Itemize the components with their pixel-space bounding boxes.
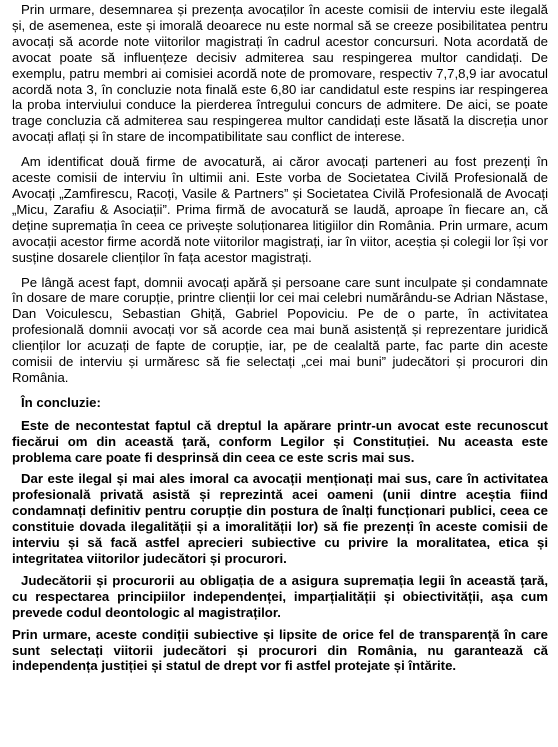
conclusion-paragraph-2: Dar este ilegal și mai ales imoral ca avocații menționați mai sus, care în activitatea profesională privată asistă și reprezintă acei oameni (unii dintre aceștia fiind condamnați definitiv pentru corupție din postura de înalți funcționari publici, ceea ce constituie dovada ilegalității și a imoralității lor) să fie prezenți în aceste comisii de interviu și să facă astfel aprecieri subiective cu privire la moralitatea, etica și integritatea viitorilor judecători și procurori. — [12, 471, 548, 566]
body-paragraph-2: Am identificat două firme de avocatură, ai căror avocați parteneri au fost prezenți în aceste comisii de interviu în ultimii ani. Este vorba de Societatea Civilă Profesională de Avocați „Zamfirescu, Racoți, Vasile & Partners” și Societatea Civilă Profesională de Avocați „Micu, Zarafiu & Asociații”. Prima firmă de avocatură se laudă, aproape în fiecare an, că deține supremația în ceea ce privește soluționarea litigiilor din România. Prin urmare, acum avocații acestor firme acordă note viitorilor magistrați, iar în viitor, aceștia și colegii lor își vor susține dosarele clienților în fața acestor magistrați. — [12, 154, 548, 265]
body-paragraph-1: Prin urmare, desemnarea și prezența avocaților în aceste comisii de interviu este ilegală și, de asemenea, este și imorală deoarece nu este normal să se creeze posibilitatea pentru avocați să acorde note viitorilor magistrați în cadrul acestor concursuri. Nota acordată de avocat poate să influențeze decisiv admiterea sau respingerea multor candidați. De exemplu, patru membri ai comisiei acordă note de promovare, respectiv 7,7,8,9 iar avocatul acordă nota 3, în concluzie nota finală este 6,80 iar candidatul este respins iar respingerea la proba interviului conduce la pierderea întregului concurs de admitere. De aici, se poate trage concluzia că admiterea sau respingerea multor candidați este lăsată la discreția unor avocați aflați și în stare de incompatibilitate sau conflict de interese. — [12, 2, 548, 145]
conclusion-heading: În concluzie: — [21, 394, 101, 410]
conclusion-paragraph-1: Este de necontestat faptul că dreptul la apărare printr-un avocat este recunoscut fiecărui om din această țară, conform Legilor și Constituției. Nu aceasta este problema care poate fi desprinsă din ceea ce este scris mai sus. — [12, 417, 548, 465]
conclusion-paragraph-3: Judecătorii și procurorii au obligația de a asigura supremația legii în această țară, cu respectarea principiilor independenței, imparțialității și obiectivității, așa cum prevede codul deontologic al magistraților. — [12, 572, 548, 620]
body-paragraph-3: Pe lângă acest fapt, domnii avocați apără și persoane care sunt inculpate și condamnate în dosare de mare corupție, printre clienții lor cei mai celebri numărându-se Adrian Năstase, Dan Voiculescu, Sebastian Ghiță, Gabriel Popoviciu. Pe de o parte, în activitatea profesională domnii avocați vor să acorde cea mai bună asistență și reprezentare juridică clienților lor acuzați de fapte de corupție, iar, pe de cealaltă parte, fac parte din aceste comisii de interviu și urmăresc să fie selectați „cei mai buni” judecători și procurori din România. — [12, 274, 548, 385]
conclusion-paragraph-4: Prin urmare, aceste condiții subiective și lipsite de orice fel de transparență în care sunt selectați viitorii judecători și procurori din România, nu garantează că independența justiției și statul de drept vor fi astfel protejate și întărite. — [12, 626, 548, 674]
